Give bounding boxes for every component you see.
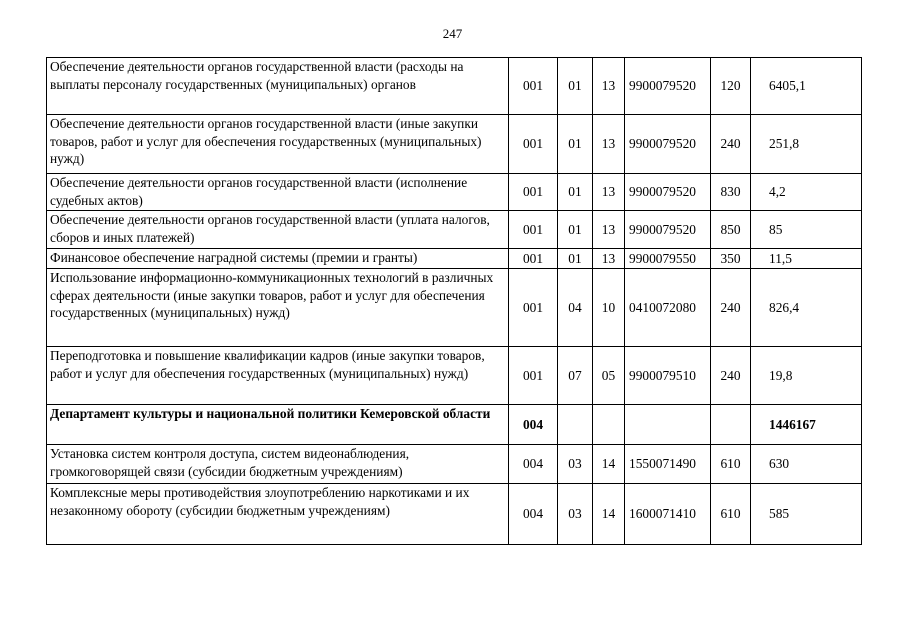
table-row-department: [47, 405, 862, 445]
row-expense-type: 240: [711, 269, 751, 347]
row-name: Переподготовка и повышение квалификации кадров (иные закупки товаров, работ и услуг для обеспечения государственных (муниципальных) нужд): [47, 347, 509, 405]
row-section: 01: [558, 115, 593, 174]
row-subsection: 14: [593, 484, 625, 545]
table-row: [47, 58, 862, 115]
row-target-article: 9900079520: [625, 174, 711, 211]
row-target-article: 9900079510: [625, 347, 711, 405]
row-subsection: 05: [593, 347, 625, 405]
row-sum: 19,8: [751, 347, 862, 405]
row-sum: 630: [751, 445, 862, 484]
row-sum: 6405,1: [751, 58, 862, 115]
row-subsection: 10: [593, 269, 625, 347]
table-row: [47, 174, 862, 211]
row-target-article: 9900079520: [625, 58, 711, 115]
row-expense-type: 240: [711, 347, 751, 405]
row-name: Обеспечение деятельности органов государственной власти (иные закупки товаров, работ и услуг для обеспечения государственных (муниципальных) нужд): [47, 115, 509, 174]
row-section: [558, 405, 593, 445]
row-gov-code: 001: [509, 115, 558, 174]
table-row: [47, 445, 862, 484]
row-gov-code: 001: [509, 211, 558, 249]
row-name: Установка систем контроля доступа, систем видеонаблюдения, громкоговорящей связи (субсидии бюджетным учреждениям): [47, 445, 509, 484]
page-number: 247: [442, 26, 463, 41]
row-expense-type: 240: [711, 115, 751, 174]
table-row: [47, 211, 862, 249]
row-sum: 4,2: [751, 174, 862, 211]
row-target-article: [625, 405, 711, 445]
row-section: 03: [558, 445, 593, 484]
row-subsection: 14: [593, 445, 625, 484]
row-gov-code: 001: [509, 347, 558, 405]
row-gov-code: 001: [509, 174, 558, 211]
budget-table: [46, 57, 862, 545]
row-subsection: 13: [593, 249, 625, 269]
row-gov-code: 004: [509, 445, 558, 484]
row-sum: 85: [751, 211, 862, 249]
row-subsection: 13: [593, 174, 625, 211]
row-sum: 1446167: [751, 405, 862, 445]
row-name: Финансовое обеспечение наградной системы (премии и гранты): [47, 249, 509, 269]
row-name: Использование информационно-коммуникационных технологий в различных сферах деятельности (иные закупки товаров, работ и услуг для обеспечения государственных (муниципальных) нужд): [47, 269, 509, 347]
row-target-article: 0410072080: [625, 269, 711, 347]
row-section: 07: [558, 347, 593, 405]
row-section: 01: [558, 249, 593, 269]
row-subsection: 13: [593, 58, 625, 115]
row-gov-code: 001: [509, 269, 558, 347]
row-expense-type: 830: [711, 174, 751, 211]
row-name: Комплексные меры противодействия злоупотреблению наркотиками и их незаконному обороту (субсидии бюджетным учреждениям): [47, 484, 509, 545]
table-row: [47, 269, 862, 347]
row-name: Обеспечение деятельности органов государственной власти (уплата налогов, сборов и иных платежей): [47, 211, 509, 249]
row-expense-type: [711, 405, 751, 445]
row-section: 03: [558, 484, 593, 545]
row-subsection: 13: [593, 211, 625, 249]
table-row: [47, 249, 862, 269]
row-expense-type: 610: [711, 484, 751, 545]
row-sum: 826,4: [751, 269, 862, 347]
table-row: [47, 484, 862, 545]
table-row: [47, 347, 862, 405]
row-gov-code: 004: [509, 405, 558, 445]
row-section: 01: [558, 58, 593, 115]
row-gov-code: 001: [509, 249, 558, 269]
row-target-article: 1550071490: [625, 445, 711, 484]
row-expense-type: 610: [711, 445, 751, 484]
row-expense-type: 350: [711, 249, 751, 269]
row-name: Обеспечение деятельности органов государственной власти (исполнение судебных актов): [47, 174, 509, 211]
row-name: Обеспечение деятельности органов государственной власти (расходы на выплаты персоналу государственных (муниципальных) органов: [47, 58, 509, 115]
row-target-article: 9900079520: [625, 115, 711, 174]
row-section: 04: [558, 269, 593, 347]
row-expense-type: 850: [711, 211, 751, 249]
row-section: 01: [558, 174, 593, 211]
row-target-article: 1600071410: [625, 484, 711, 545]
row-target-article: 9900079520: [625, 211, 711, 249]
row-gov-code: 004: [509, 484, 558, 545]
row-expense-type: 120: [711, 58, 751, 115]
row-gov-code: 001: [509, 58, 558, 115]
row-sum: 585: [751, 484, 862, 545]
row-name: Департамент культуры и национальной политики Кемеровской области: [47, 405, 509, 445]
table-row: [47, 115, 862, 174]
row-section: 01: [558, 211, 593, 249]
row-subsection: 13: [593, 115, 625, 174]
row-sum: 11,5: [751, 249, 862, 269]
row-subsection: [593, 405, 625, 445]
row-target-article: 9900079550: [625, 249, 711, 269]
row-sum: 251,8: [751, 115, 862, 174]
